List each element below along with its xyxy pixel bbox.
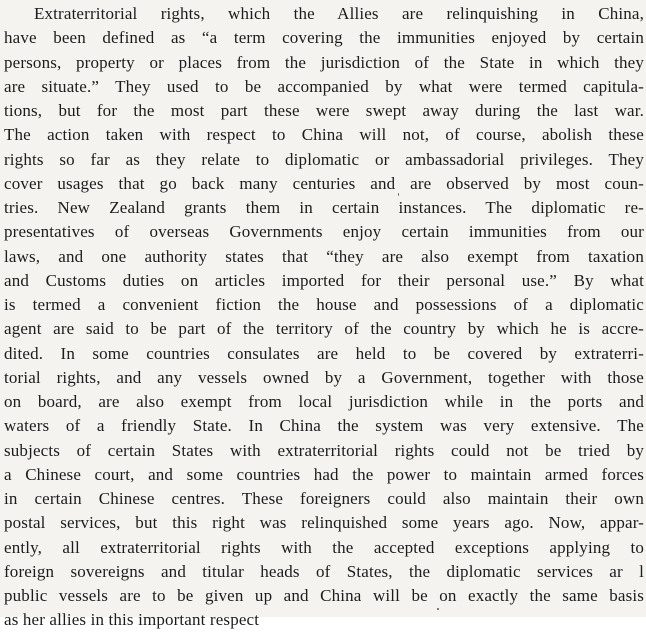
article-line: public vessels are to be given up and China will be on exactly the same basis — [4, 586, 644, 605]
article-line: tries. New Zealand grants them in certain instances. The diplomatic re- — [4, 198, 644, 217]
article-line: foreign sovereigns and titular heads of States, the diplomatic services ar l — [4, 561, 644, 581]
article-line: and Customs duties on articles imported for their personal use.” By what — [4, 270, 644, 290]
article-line: presentatives of overseas Governments enjoy certain immunities from our — [4, 222, 644, 242]
article-line: on board, are also exempt from local jurisdiction while in the ports and — [4, 392, 644, 411]
article-line: tions, but for the most part these were swept away during the last war. — [4, 101, 644, 120]
article-line: as her allies in this important respect — [4, 610, 260, 630]
article-line: torial rights, and any vessels owned by a Government, together with those — [4, 367, 644, 387]
article-line: laws, and one authority states that “they are also exempt from taxation — [4, 246, 644, 266]
article-line: a Chinese court, and some countries had the power to maintain armed forces — [4, 464, 644, 484]
article-line: postal services, but this right was relinquished some years ago. Now, appar- — [4, 513, 644, 533]
article-line: waters of a friendly State. In China the system was very extensive. The — [4, 416, 644, 436]
article-line: persons, property or places from the jurisdiction of the State in which they — [4, 52, 644, 72]
article-line: rights so far as they relate to diplomatic or ambassadorial privileges. They — [4, 149, 644, 169]
article-line: in certain Chinese centres. These foreigners could also maintain their own — [4, 489, 644, 508]
article-line: ently, all extraterritorial rights with the accepted exceptions applying to — [4, 537, 644, 557]
print-speck — [398, 193, 399, 196]
article-line: agent are said to be part of the territory of the country by which he is accre- — [4, 319, 644, 339]
article-line: The action taken with respect to China will not, of course, abolish these — [4, 125, 644, 145]
article-line: are situate.” They used to be accompanied by what were termed capitula- — [4, 76, 644, 96]
article-line: is termed a convenient fiction the house and possessions of a diplomatic — [4, 295, 644, 314]
article-line: Extraterritorial rights, which the Allies are relinquishing in China, — [34, 4, 644, 23]
article-line: subjects of certain States with extraterritorial rights could not be tried by — [4, 440, 644, 460]
print-speck — [437, 608, 439, 610]
article-paragraph — [4, 2, 644, 633]
article-line: cover usages that go back many centuries and are observed by most coun- — [4, 173, 644, 193]
article-line: have been defined as “a term covering the immunities enjoyed by certain — [4, 28, 644, 48]
article-line: dited. In some countries consulates are held to be covered by extraterri- — [4, 343, 644, 363]
